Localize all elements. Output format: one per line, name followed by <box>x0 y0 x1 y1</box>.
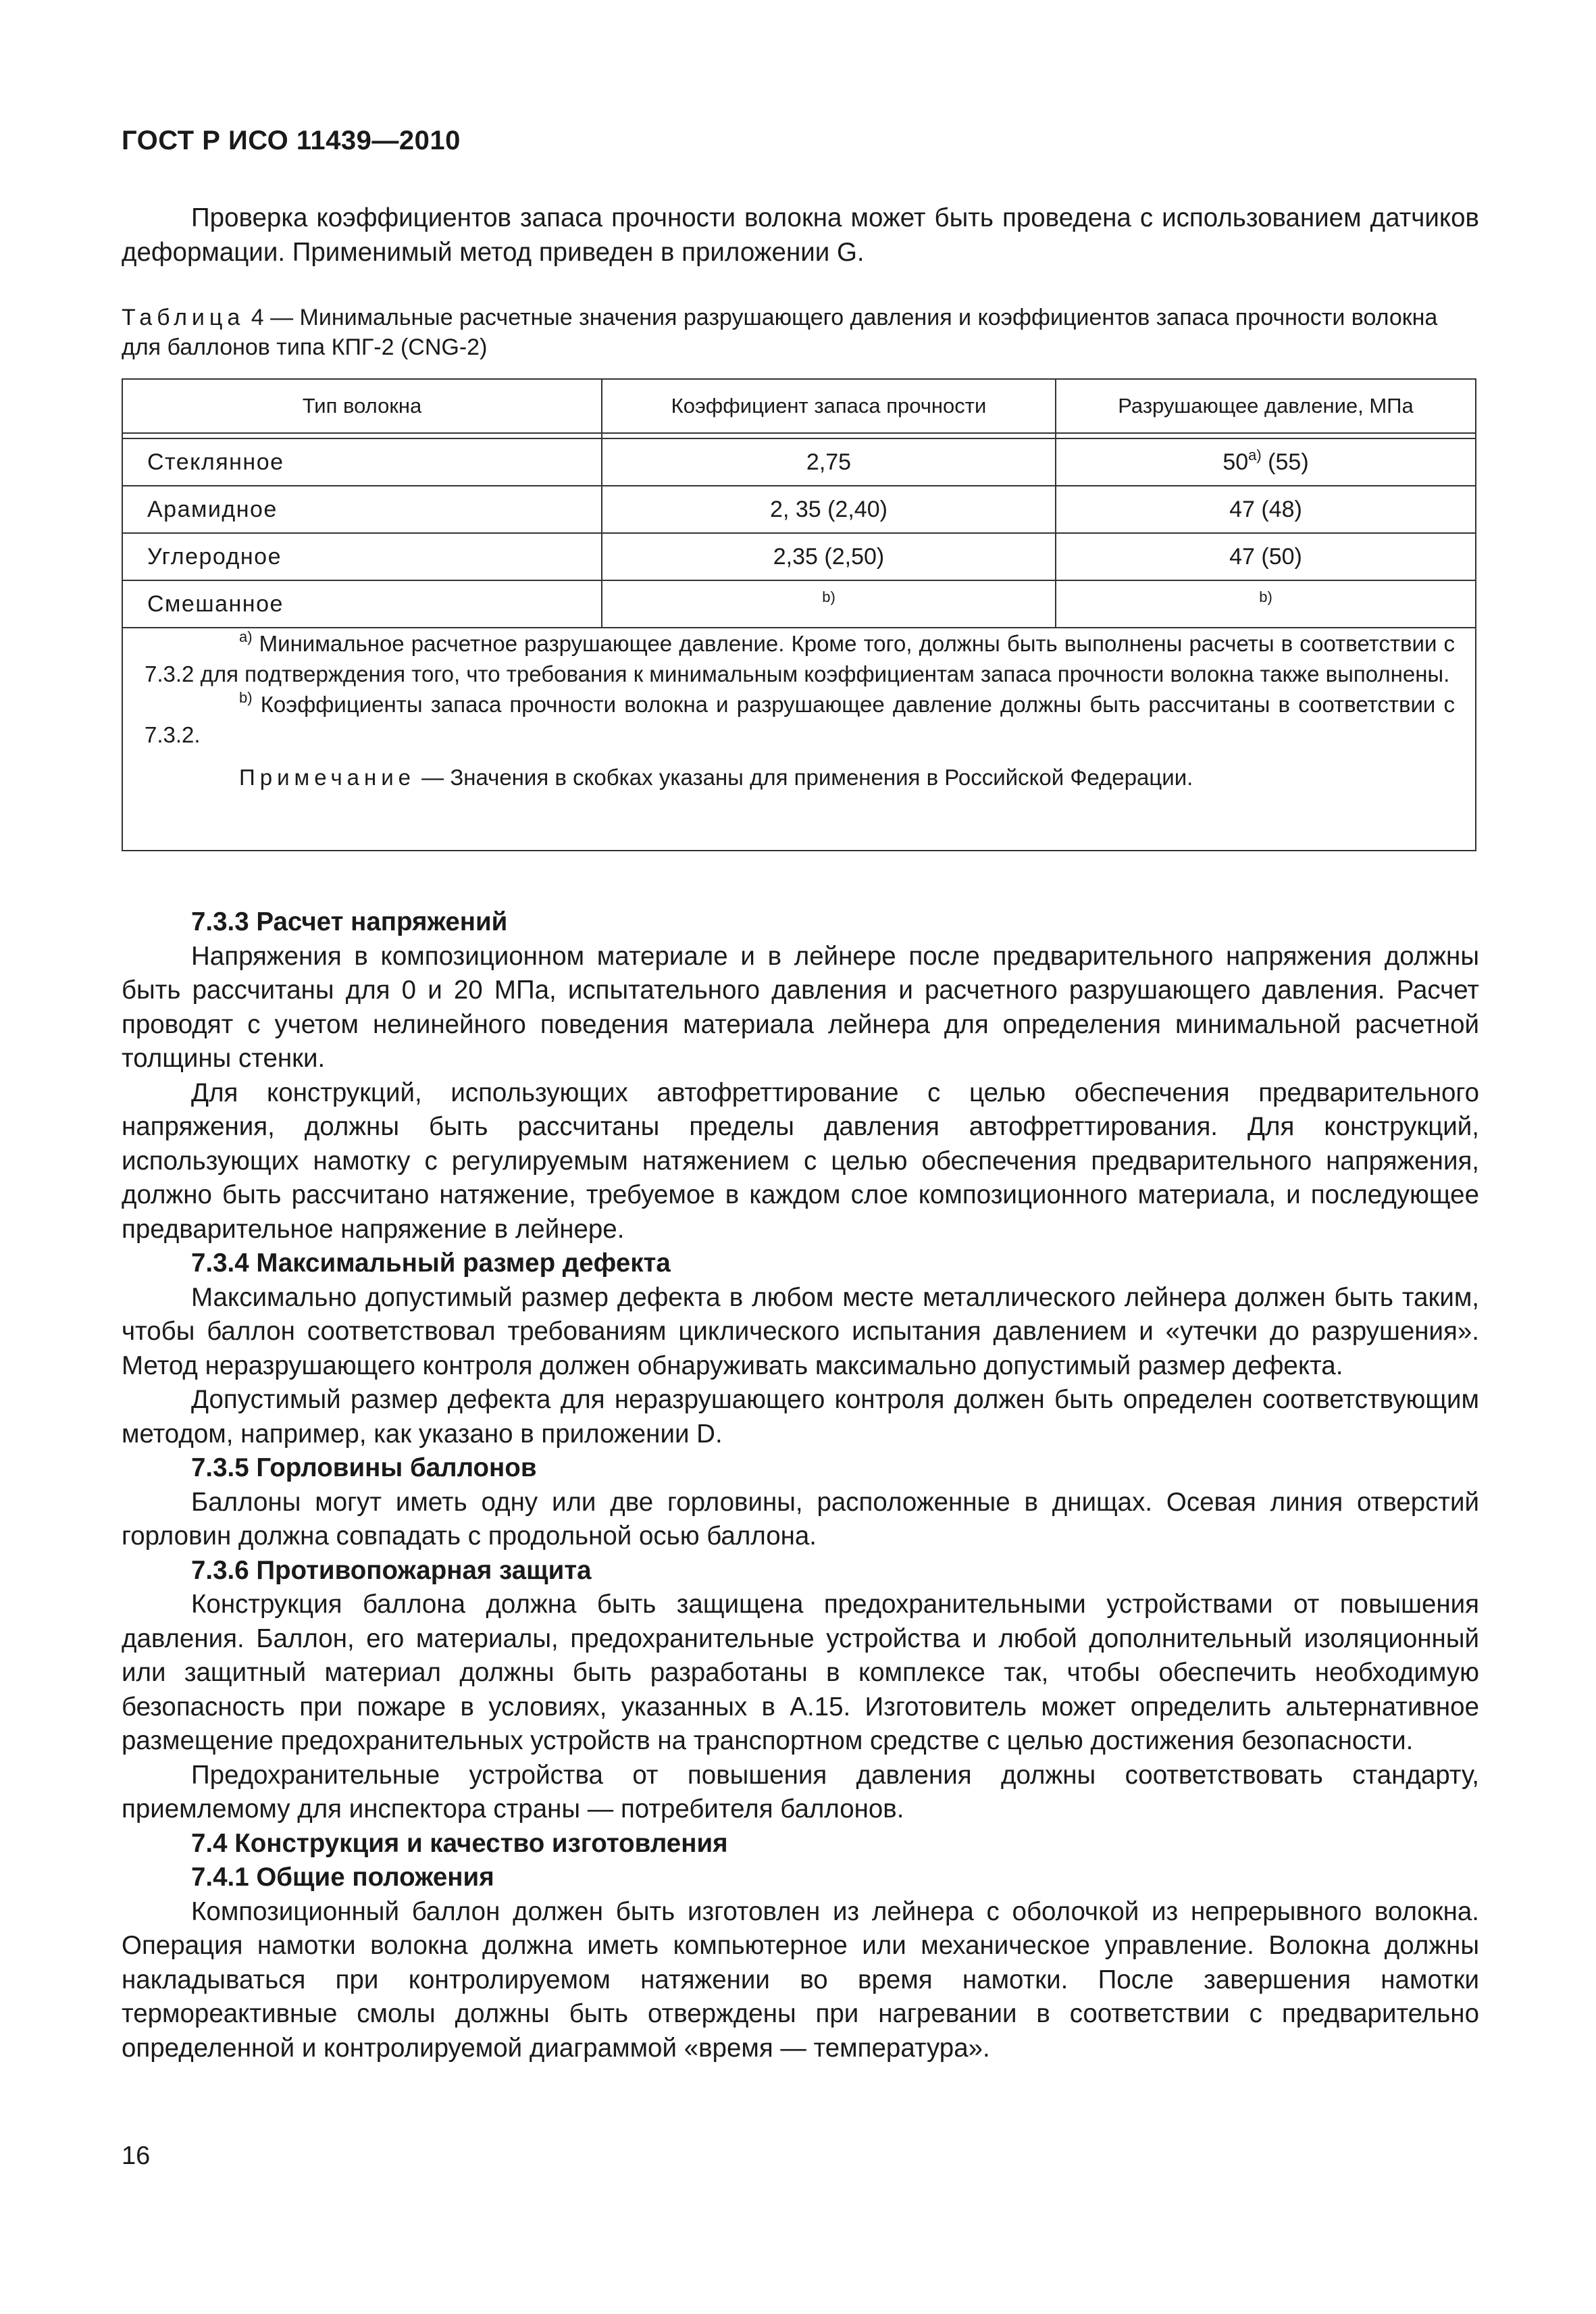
section-7-3-4-title: 7.3.4 Максимальный размер дефекта <box>191 1249 671 1278</box>
header-fiber-type: Тип волокна <box>123 380 602 433</box>
section-7-3-5-title: 7.3.5 Горловины баллонов <box>191 1453 537 1482</box>
table-row <box>123 580 1475 628</box>
cell-fiber-type: Углеродное <box>123 533 602 580</box>
cell-fiber-type: Смешанное <box>123 580 602 628</box>
section-7-3-3-paragraph: Напряжения в композиционном материале и в лейнере после предварительного напряжения должны быть рассчитаны для 0 и 20 МПа, испытательного давления и расчетного разрушающего давления. Расчет проводят с учетом нелинейного поведения материала лейнера для определения минимальной расчетной толщины стенки. <box>122 941 1479 1073</box>
cell-safety-factor: 2,75 <box>602 438 1056 486</box>
cell-safety-factor <box>602 580 1056 628</box>
table-caption-label: Таблица <box>122 305 245 330</box>
section-7-3-3-paragraph: Для конструкций, использующих автофреттирование с целью обеспечения предварительного напряжения, должны быть рассчитаны пределы давления автофреттирования. Для конструкций, использующих намотку с регулируемым натяжением с целью обеспечения предварительного напряжения, должно быть рассчитано натяжение, требуемое в каждом слое композиционного материала, и последующее предварительное напряжение в лейнере. <box>122 1078 1479 1244</box>
table-4 <box>122 378 1476 851</box>
header-safety-factor: Коэффициент запаса прочности <box>602 380 1056 433</box>
document-header: ГОСТ Р ИСО 11439—2010 <box>122 126 461 155</box>
section-7-3-6-paragraph: Предохранительные устройства от повышения давления должны соответствовать стандарту, приемлемому для инспектора страны — потребителя баллонов. <box>122 1760 1479 1823</box>
cell-fiber-type: Стеклянное <box>123 438 602 486</box>
section-7-4-1-title: 7.4.1 Общие положения <box>191 1863 494 1892</box>
cell-burst-pressure: 47 (48) <box>1056 486 1475 533</box>
footnote-b-text: Коэффициенты запаса прочности волокна и разрушающее давление должны быть рассчитаны в соответствии с 7.3.2. <box>145 692 1455 747</box>
section-7-3-4-paragraph: Максимально допустимый размер дефекта в любом месте металлического лейнера должен быть таким, чтобы баллон соответствовал требованиям циклического испытания давлением и «утечки до разрушения». Метод неразрушающего контроля должен обнаруживать максимально допустимый размер дефекта. <box>122 1282 1479 1380</box>
section-7-3-3-title: 7.3.3 Расчет напряжений <box>191 907 508 936</box>
section-7-4-title: 7.4 Конструкция и качество изготовления <box>191 1828 728 1858</box>
table-row <box>123 533 1475 580</box>
section-7-3-6-title: 7.3.6 Противопожарная защита <box>191 1555 592 1585</box>
section-7-3-5-paragraph: Баллоны могут иметь одну или две горловины, расположенные в днищах. Осевая линия отверстий горловин должна совпадать с продольной осью баллона. <box>122 1487 1479 1551</box>
table-footnotes <box>145 628 1455 793</box>
footnote-a-mark: a) <box>239 628 253 645</box>
footnote-ref-b: b) <box>822 588 835 605</box>
table-caption <box>122 303 1479 362</box>
header-separator <box>123 433 1475 438</box>
header-burst-pressure: Разрушающее давление, МПа <box>1056 380 1475 433</box>
pressure-ru-value: (55) <box>1261 449 1309 475</box>
pressure-value: 50 <box>1222 449 1249 475</box>
cell-burst-pressure <box>1056 438 1475 486</box>
data-table <box>123 380 1475 628</box>
table-row <box>123 438 1475 486</box>
footnote-ref-b: b) <box>1259 588 1272 605</box>
cell-safety-factor: 2,35 (2,50) <box>602 533 1056 580</box>
cell-safety-factor: 2, 35 (2,40) <box>602 486 1056 533</box>
cell-fiber-type: Арамидное <box>123 486 602 533</box>
intro-text: Проверка коэффициентов запаса прочности волокна может быть проведена с использованием датчиков деформации. Применимый метод приведен в приложении G. <box>122 203 1479 267</box>
intro-paragraph <box>122 201 1479 270</box>
footnote-ref-a: a) <box>1248 446 1262 463</box>
footnote-a <box>145 628 1455 689</box>
main-text <box>122 905 1479 2065</box>
cell-burst-pressure <box>1056 580 1475 628</box>
table-caption-text: 4 — Минимальные расчетные значения разрушающего давления и коэффициентов запаса прочности волокна для баллонов типа КПГ-2 (CNG-2) <box>122 305 1438 360</box>
page-number: 16 <box>122 2142 151 2170</box>
table-note <box>145 762 1455 793</box>
footnote-b <box>145 689 1455 750</box>
note-text: — Значения в скобках указаны для применения в Российской Федерации. <box>415 765 1193 790</box>
table-header-row <box>123 380 1475 433</box>
cell-burst-pressure: 47 (50) <box>1056 533 1475 580</box>
note-label: Примечание <box>239 765 416 790</box>
section-7-3-6-paragraph: Конструкция баллона должна быть защищена предохранительными устройствами от повышения давления. Баллон, его материалы, предохранительные устройства и любой дополнительный изоляционный или защитный материал должны быть разработаны в комплексе так, чтобы обеспечить необходимую безопасность при пожаре в условиях, указанных в А.15. Изготовитель может определить альтернативное размещение предохранительных устройств на транспортном средстве с целью достижения безопасности. <box>122 1590 1479 1755</box>
table-row <box>123 486 1475 533</box>
footnote-b-mark: b) <box>239 689 253 706</box>
section-7-4-1-paragraph: Композиционный баллон должен быть изготовлен из лейнера с оболочкой из непрерывного волокна. Операция намотки волокна должна иметь компьютерное или механическое управление. Волокна должны накладываться при контролируемом натяжении во время намотки. После завершения намотки термореактивные смолы должны быть отверждены при нагревании в соответствии с предварительно определенной и контролируемой диаграммой «время — температура». <box>122 1896 1479 2063</box>
footnote-a-text: Минимальное расчетное разрушающее давление. Кроме того, должны быть выполнены расчеты в соответствии с 7.3.2 для подтверждения того, что требования к минимальным коэффициентам запаса прочности волокна также выполнены. <box>145 631 1455 686</box>
section-7-3-4-paragraph: Допустимый размер дефекта для неразрушающего контроля должен быть определен соответствующим методом, например, как указано в приложении D. <box>122 1385 1479 1449</box>
